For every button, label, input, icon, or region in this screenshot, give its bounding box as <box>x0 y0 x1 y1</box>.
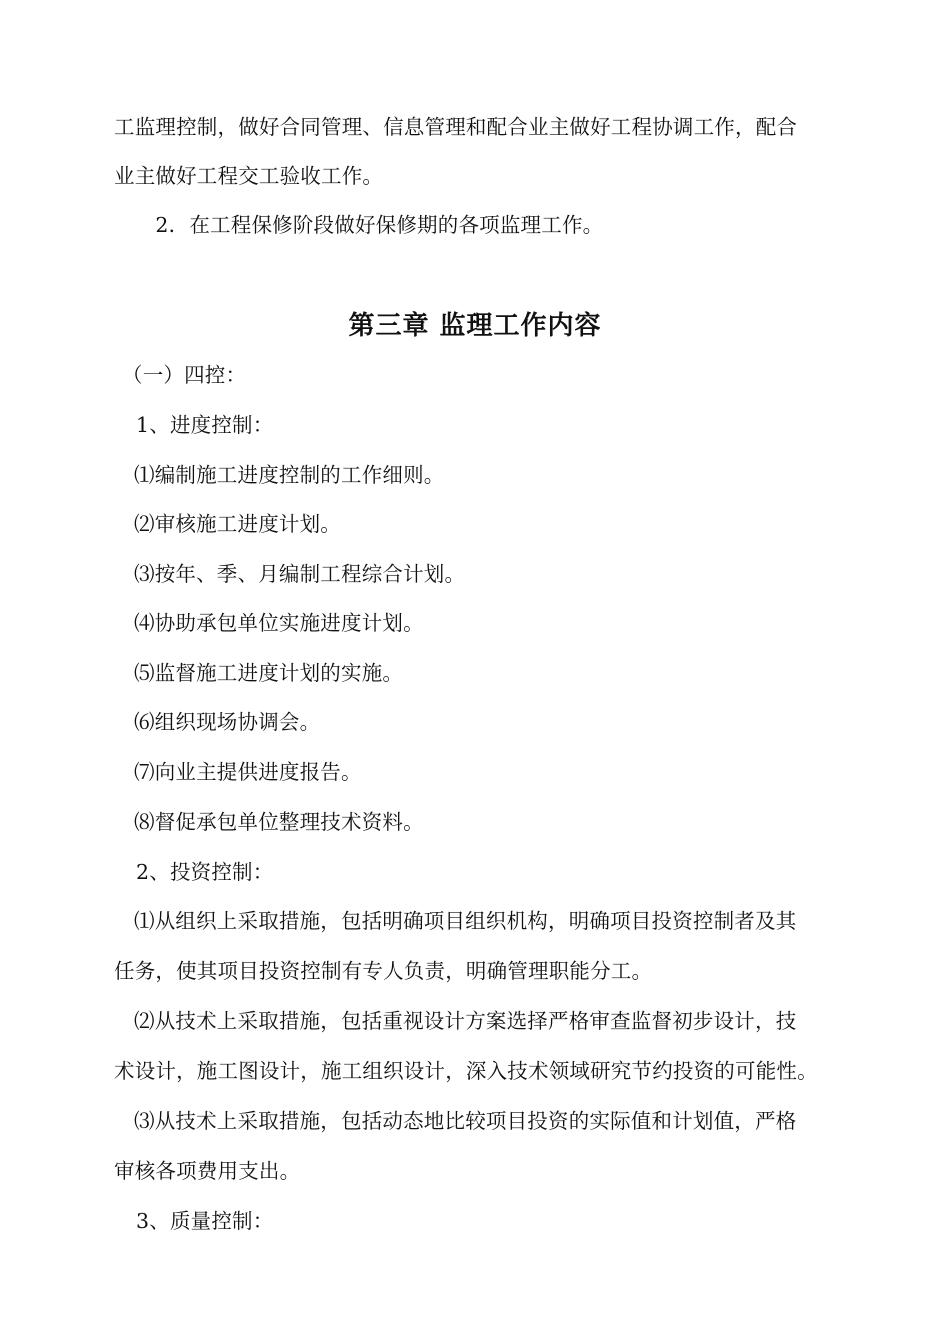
paragraph-line: 审核各项费用支出。 <box>114 1159 301 1183</box>
paragraph-line: 工监理控制，做好合同管理、信息管理和配合业主做好工程协调工作，配合 <box>114 115 798 139</box>
section-heading: （一）四控： <box>122 363 247 387</box>
paragraph-line: 业主做好工程交工验收工作。 <box>114 164 384 188</box>
list-item: ⑺向业主提供进度报告。 <box>134 760 362 784</box>
paragraph-line: ⑴从组织上采取措施，包括明确项目组织机构，明确项目投资控制者及其 <box>134 909 797 933</box>
list-item: ⑶按年、季、月编制工程综合计划。 <box>134 562 466 586</box>
paragraph-line: 2．在工程保修阶段做好保修期的各项监理工作。 <box>114 213 604 237</box>
list-item: ⑴编制施工进度控制的工作细则。 <box>134 463 445 487</box>
subsection-heading: 2、投资控制： <box>136 860 274 884</box>
subsection-heading: 1、进度控制： <box>136 413 274 437</box>
paragraph-line: ⑶从技术上采取措施，包括动态地比较项目投资的实际值和计划值，严格 <box>134 1109 797 1133</box>
paragraph-line: 术设计，施工图设计，施工组织设计，深入技术领域研究节约投资的可能性。 <box>114 1059 818 1083</box>
list-item: ⑸监督施工进度计划的实施。 <box>134 661 404 685</box>
list-item: ⑷协助承包单位实施进度计划。 <box>134 611 424 635</box>
paragraph-line: 任务，使其项目投资控制有专人负责，明确管理职能分工。 <box>114 959 653 983</box>
paragraph-line: ⑵从技术上采取措施，包括重视设计方案选择严格审查监督初步设计，技 <box>134 1009 797 1033</box>
list-item: ⑵审核施工进度计划。 <box>134 512 341 536</box>
subsection-heading: 3、质量控制： <box>136 1209 274 1233</box>
list-item: ⑻督促承包单位整理技术资料。 <box>134 810 424 834</box>
list-item: ⑹组织现场协调会。 <box>134 710 321 734</box>
chapter-title: 第三章 监理工作内容 <box>348 311 602 341</box>
